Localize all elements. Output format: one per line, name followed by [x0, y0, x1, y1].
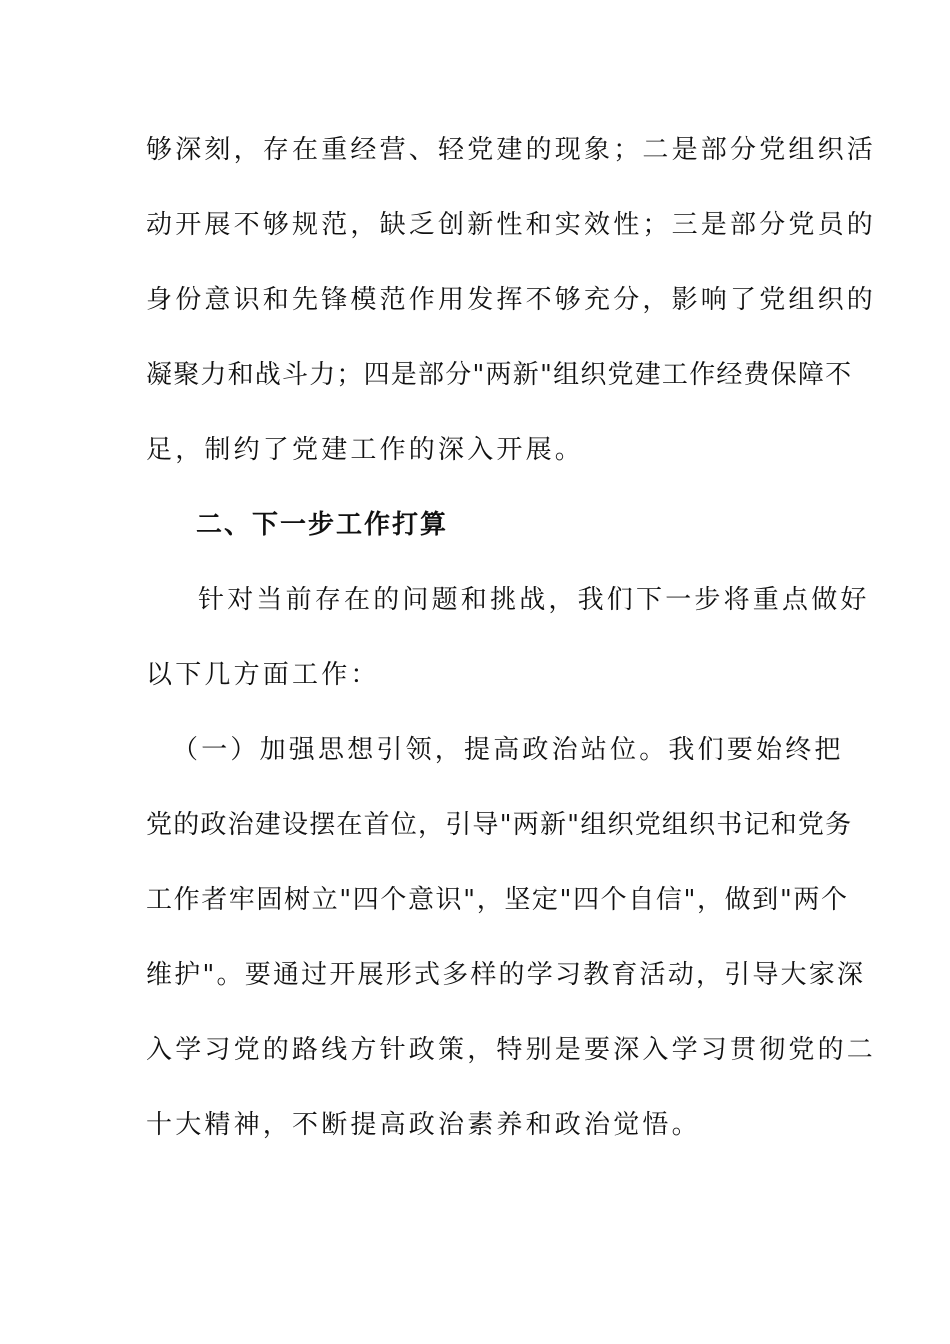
paragraph-line: 动开展不够规范，缺乏创新性和实效性；三是部分党员的	[146, 210, 877, 240]
paragraph-line: 党的政治建设摆在首位，引导"两新"组织党组织书记和党务	[146, 810, 853, 840]
paragraph-line: 针对当前存在的问题和挑战，我们下一步将重点做好	[198, 585, 870, 615]
section-heading: 二、下一步工作打算	[196, 510, 449, 540]
paragraph-line: 维护"。要通过开展形式多样的学习教育活动，引导大家深	[146, 960, 866, 990]
paragraph-line: 身份意识和先锋模范作用发挥不够充分，影响了党组织的	[146, 285, 877, 315]
subsection-heading-line: （一）加强思想引领，提高政治站位。我们要始终把	[172, 735, 844, 765]
paragraph-line: 凝聚力和战斗力；四是部分"两新"组织党建工作经费保障不	[146, 360, 853, 390]
paragraph-line: 足，制约了党建工作的深入开展。	[146, 435, 585, 465]
paragraph-line: 以下几方面工作：	[146, 660, 380, 690]
paragraph-line: 够深刻，存在重经营、轻党建的现象；二是部分党组织活	[146, 135, 877, 165]
paragraph-line: 十大精神，不断提高政治素养和政治觉悟。	[146, 1110, 701, 1140]
paragraph-line: 入学习党的路线方针政策，特别是要深入学习贯彻党的二	[146, 1035, 877, 1065]
paragraph-line: 工作者牢固树立"四个意识"，坚定"四个自信"，做到"两个	[146, 885, 849, 915]
